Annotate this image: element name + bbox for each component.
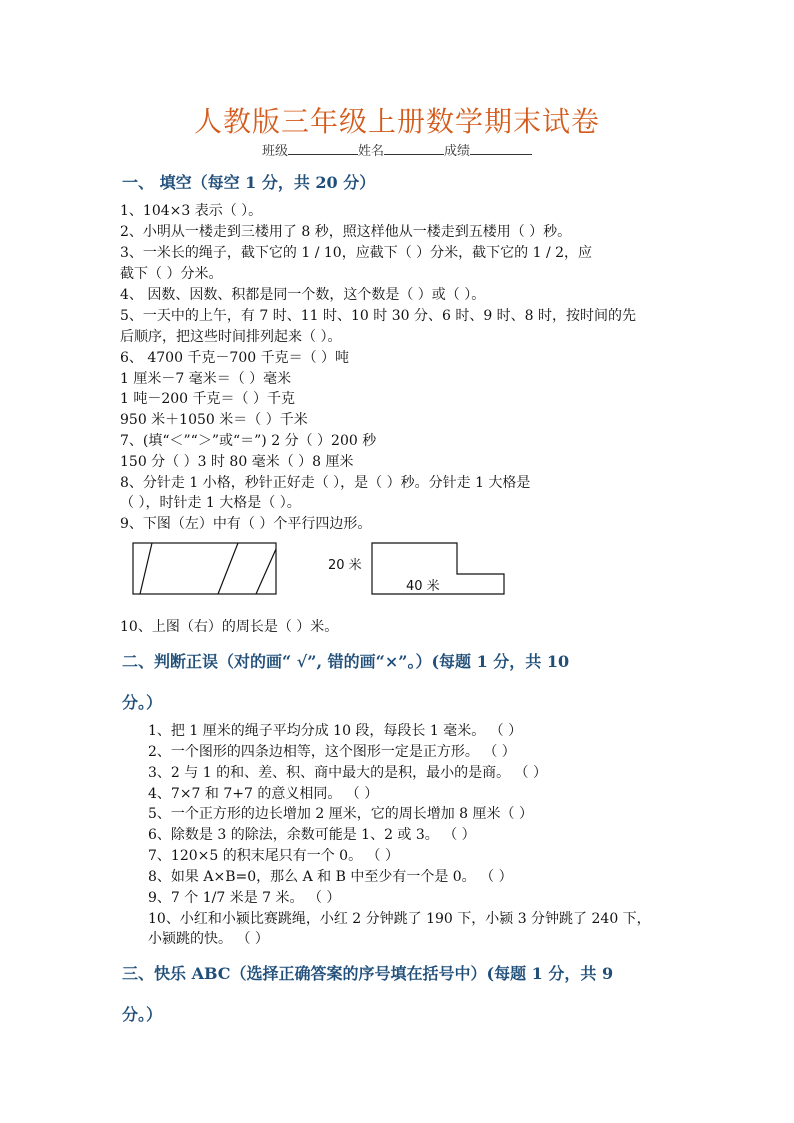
- question-7: 7、(填“＜”“＞”或“＝”) 2 分（ ）200 秒: [120, 433, 377, 449]
- left-rectangle: [133, 543, 276, 594]
- name-label: 姓名: [357, 144, 384, 159]
- judge-item-5: 5、一个正方形的边长增加 2 厘米，它的周长增加 8 厘米（ ）: [148, 806, 533, 822]
- perimeter-figure: [328, 543, 504, 594]
- question-8-line1: 8、分针走 1 小格，秒针正好走（ ），是（ ）秒。分针走 1 大格是: [120, 475, 531, 491]
- question-9: 9、下图（左）中有（ ）个平行四边形。: [120, 516, 372, 532]
- section3-heading-line2: 分。）: [122, 1005, 163, 1024]
- l-shape: [372, 543, 504, 594]
- question-6-part2: 1 厘米－7 毫米＝（ ）毫米: [120, 371, 292, 387]
- score-blank: [470, 142, 532, 155]
- judge-item-7: 7、120×5 的积末尾只有一个 0。 （ ）: [148, 848, 399, 864]
- score-label: 成绩: [444, 144, 471, 159]
- question-10: 10、上图（右）的周长是（ ）米。: [120, 619, 339, 635]
- divider-line-2: [218, 543, 238, 594]
- judge-item-10-line1: 10、小红和小颍比赛跳绳，小红 2 分钟跳了 190 下，小颍 3 分钟跳了 240 下，: [148, 911, 651, 927]
- question-8-line2: （ ），时针走 1 大格是（ ）。: [120, 495, 301, 511]
- judge-item-8: 8、如果 A×B=0，那么 A 和 B 中至少有一个是 0。 （ ）: [148, 869, 513, 885]
- judge-item-4: 4、7×7 和 7+7 的意义相同。 （ ）: [148, 786, 379, 802]
- question-6-part4: 950 米＋1050 米＝（ ）千米: [120, 412, 308, 428]
- question-5-line2: 后顺序，把这些时间排列起来（ ）。: [120, 329, 342, 345]
- page-title: 人教版三年级上册数学期末试卷: [193, 105, 600, 138]
- judge-item-3: 3、2 与 1 的和、差、积、商中最大的是积，最小的是商。 （ ）: [148, 765, 547, 781]
- section2-heading-line1: 二、判断正误（对的画“ √”, 错的画“×”。）(每题 1 分，共 10: [122, 652, 570, 671]
- question-6-part3: 1 吨－200 千克＝（ ）千克: [120, 391, 295, 407]
- divider-line-3: [256, 549, 276, 594]
- judge-item-2: 2、一个图形的四条边相等，这个图形一定是正方形。 （ ）: [148, 744, 516, 760]
- class-blank: [288, 142, 358, 155]
- student-info-line: [0, 140, 794, 159]
- judge-item-10-line2: 小颍跳的快。 （ ）: [148, 931, 269, 947]
- section1-heading: 一、 填空（每空 1 分，共 20 分）: [122, 173, 376, 192]
- question-5-line1: 5、一天中的上午，有 7 时、11 时、10 时 30 分、6 时、9 时、8 时，按时间的先: [120, 308, 637, 324]
- judge-item-9: 9、7 个 1/7 米是 7 米。 （ ）: [148, 890, 341, 906]
- judge-item-6: 6、除数是 3 的除法，余数可能是 1、2 或 3。 （ ）: [148, 827, 476, 843]
- question-2: 2、小明从一楼走到三楼用了 8 秒，照这样他从一楼走到五楼用（ ）秒。: [120, 224, 572, 240]
- section3-heading-line1: 三、快乐 ABC（选择正确答案的序号填在括号中）(每题 1 分，共 9: [122, 964, 614, 983]
- parallelogram-figure: [133, 543, 276, 594]
- class-label: 班级: [261, 144, 288, 159]
- question-7-part2: 150 分（ ）3 时 80 毫米（ ）8 厘米: [120, 454, 354, 470]
- question-4: 4、 因数、因数、积都是同一个数，这个数是（ ）或（ ）。: [120, 287, 486, 303]
- judge-item-1: 1、把 1 厘米的绳子平均分成 10 段，每段长 1 毫米。 （ ）: [148, 723, 523, 739]
- question-1: 1、104×3 表示（ ）。: [120, 203, 263, 219]
- question-3-line2: 截下（ ）分米。: [120, 266, 223, 282]
- label-40m: 40 米: [406, 579, 440, 594]
- question-3-line1: 3、一米长的绳子，截下它的 1 / 10，应截下（ ）分米，截下它的 1 / 2，应: [120, 245, 593, 261]
- section2-heading-line2: 分。）: [122, 693, 163, 712]
- label-20m: 20 米: [328, 558, 362, 573]
- question-6: 6、 4700 千克－700 千克＝（ ）吨: [120, 350, 350, 366]
- name-blank: [384, 142, 444, 155]
- divider-line-1: [140, 543, 152, 594]
